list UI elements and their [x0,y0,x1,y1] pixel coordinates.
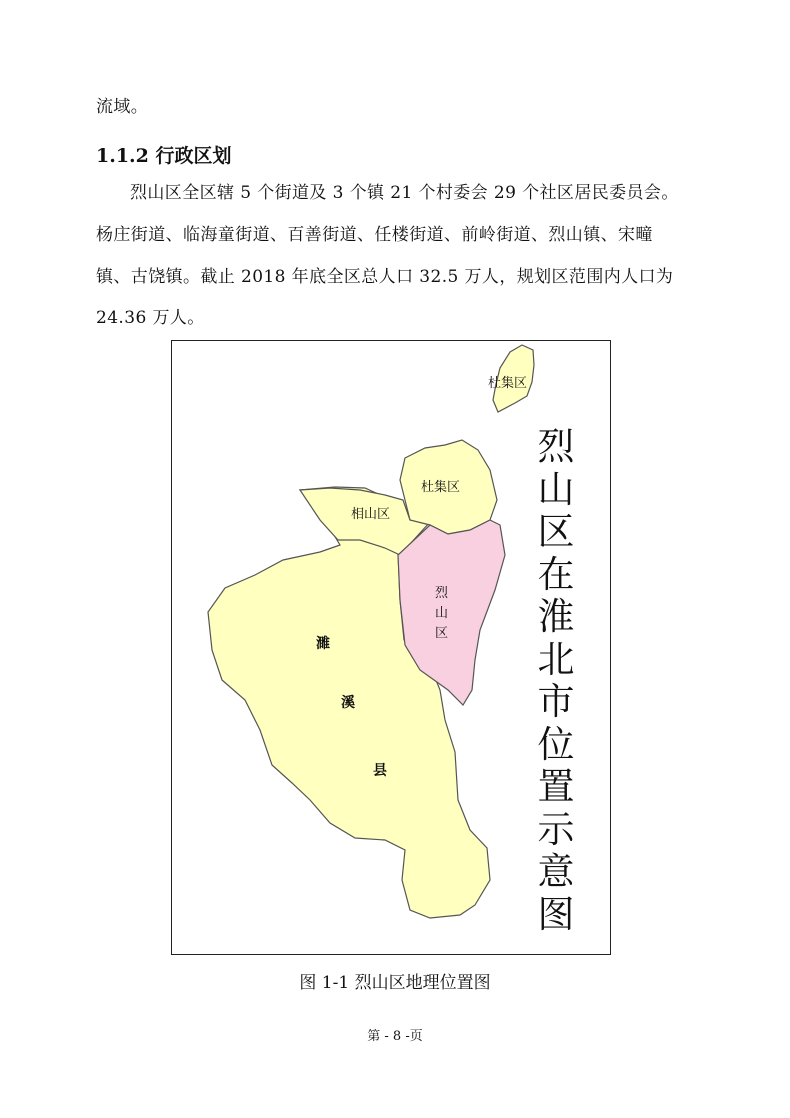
section-heading: 1.1.2 行政区划 [96,145,232,167]
body-line-3: 杨庄街道、临海童街道、百善街道、任楼街道、前岭街道、烈山镇、宋疃 [96,225,653,245]
label-lieshan-1: 烈 [435,586,449,601]
vtitle-char-9: 置 [537,765,575,808]
body-line-5: 24.36 万人。 [96,308,205,328]
map-vertical-title [536,426,576,936]
figure-caption: 图 1-1 烈山区地理位置图 [299,973,491,993]
label-suixi-1: 濉 [316,636,330,652]
vtitle-char-11: 意 [537,850,575,893]
vtitle-char-2: 山 [537,467,575,511]
body-line-1: 流域。 [96,97,149,117]
label-xiangshan: 相山区 [351,507,391,522]
vtitle-char-8: 位 [537,722,575,766]
vtitle-char-6: 北 [537,637,575,681]
vtitle-char-10: 示 [537,807,575,851]
label-duji-north: 杜集区 [488,376,528,391]
label-lieshan-2: 山 [435,606,449,621]
vtitle-char-7: 市 [537,680,575,723]
label-duji: 杜集区 [421,480,461,495]
vtitle-char-1: 烈 [537,425,575,468]
page-number: 第 - 8 -页 [367,1029,423,1044]
vtitle-char-3: 区 [537,510,575,553]
body-line-2: 烈山区全区辖 5 个街道及 3 个镇 21 个村委会 29 个社区居民委员会。 [130,183,679,203]
vtitle-char-4: 在 [537,552,575,596]
label-lieshan-3: 区 [435,626,449,641]
label-suixi-2: 溪 [341,695,355,711]
label-suixi-3: 县 [373,763,387,779]
vtitle-char-12: 图 [537,892,575,936]
vtitle-char-5: 淮 [537,595,575,638]
body-line-4: 镇、古饶镇。截止 2018 年底全区总人口 32.5 万人，规划区范围内人口为 [96,267,674,287]
